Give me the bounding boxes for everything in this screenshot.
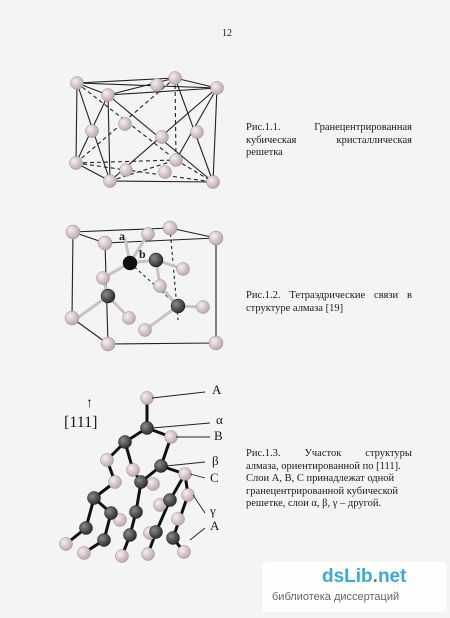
figure-2-caption xyxy=(246,290,412,315)
layer-label-beta: β xyxy=(212,453,219,468)
layer-label-a-bottom: A xyxy=(210,518,220,533)
caption-word: в xyxy=(407,290,412,301)
layer-label-alpha: α xyxy=(216,412,223,427)
logo-dot: . xyxy=(372,566,378,587)
page-number: 12 xyxy=(222,28,232,39)
caption-line: алмаза, ориентированной по [111]. xyxy=(246,460,401,472)
figure-3-caption xyxy=(246,448,412,511)
direction-arrow-icon: ↑ xyxy=(86,396,93,411)
logo-text-right: net xyxy=(377,566,407,587)
caption-word: связи xyxy=(374,290,399,301)
atom-label-a: a xyxy=(119,229,125,243)
caption-word: Рис.1.3. xyxy=(246,448,281,459)
caption-word: Тетраэдрические xyxy=(289,290,366,301)
layer-label-c: C xyxy=(210,470,219,485)
layer-label-b: B xyxy=(214,428,223,443)
caption-line: Слои А, В, С принадлежат одной xyxy=(246,473,395,484)
direction-111-label: [111] xyxy=(64,414,98,431)
caption-line: решетка xyxy=(246,147,283,158)
caption-word: Гранецентрированная xyxy=(314,122,412,133)
atom-label-b: b xyxy=(139,247,146,261)
caption-word: кубическая xyxy=(246,134,297,146)
caption-line: структуре алмаза [19] xyxy=(246,302,344,314)
watermark-tagline: библиотека диссертаций xyxy=(272,591,400,603)
layer-label-a-top: A xyxy=(212,382,222,397)
layer-label-gamma: γ xyxy=(210,503,216,518)
caption-line: гранецентрированной кубической xyxy=(246,485,399,497)
caption-word: кристаллическая xyxy=(336,134,412,146)
logo-text-left: dsLib xyxy=(322,566,373,587)
figure-1-caption xyxy=(246,122,412,160)
caption-line: решетке, слои α, β, γ – другой. xyxy=(246,498,382,509)
dslib-logo[interactable] xyxy=(322,566,406,588)
caption-word: структуры xyxy=(365,448,412,459)
caption-word: Рис.1.2. xyxy=(246,290,281,301)
caption-word: Участок xyxy=(304,448,342,459)
caption-word: Рис.1.1. xyxy=(246,122,281,133)
diamond-111-dark-atoms xyxy=(80,422,180,547)
